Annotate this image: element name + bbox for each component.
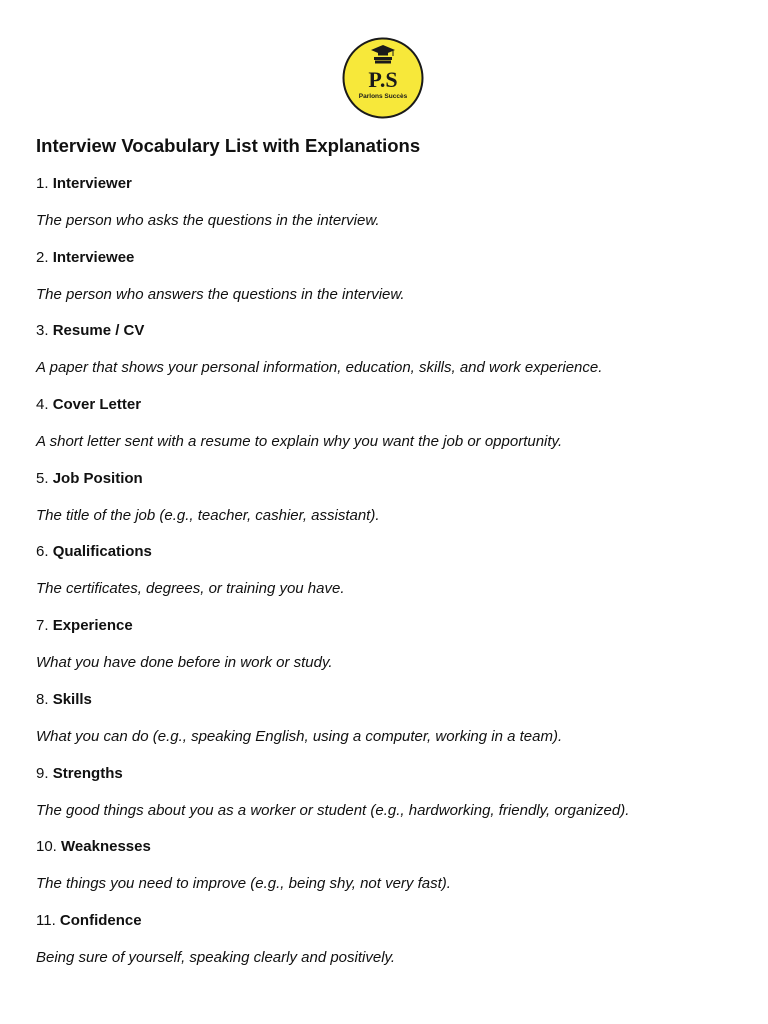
vocab-term-line: [36, 395, 141, 415]
vocab-definition: The good things about you as a worker or student (e.g., hardworking, friendly, organized).: [36, 801, 630, 819]
vocab-term: Strengths: [52, 764, 123, 782]
vocab-number: 6.: [36, 543, 49, 561]
vocab-item: [36, 690, 736, 764]
vocab-number: 8.: [36, 690, 49, 708]
vocab-definition: What you have done before in work or study.: [36, 654, 333, 672]
vocab-item: [36, 469, 736, 543]
vocab-definition: A paper that shows your personal information, education, skills, and work experience.: [36, 359, 603, 377]
logo-tagline: Parlons Succès: [358, 93, 408, 100]
vocab-item: [36, 395, 736, 469]
vocabulary-list: [36, 174, 736, 985]
vocab-term: Interviewee: [52, 248, 135, 266]
vocab-number: 2.: [36, 248, 49, 266]
vocab-term: Cover Letter: [52, 396, 142, 414]
vocab-term-line: [36, 321, 144, 341]
vocab-definition: The title of the job (e.g., teacher, cashier, assistant).: [36, 506, 380, 524]
vocab-number: 1.: [36, 175, 49, 192]
vocab-item: [36, 616, 736, 690]
vocab-number: 10.: [36, 838, 57, 856]
vocab-number: 7.: [36, 617, 49, 635]
vocab-item: [36, 321, 736, 395]
vocab-term: Interviewer: [52, 175, 132, 192]
vocab-term-line: [36, 837, 151, 857]
vocab-item: [36, 764, 736, 838]
vocab-number: 11.: [36, 911, 56, 929]
logo-initials: P.S: [368, 67, 398, 92]
vocab-term: Skills: [52, 690, 92, 708]
vocab-definition: Being sure of yourself, speaking clearly and positively.: [36, 948, 396, 966]
vocab-term-line: [36, 469, 143, 489]
vocab-definition: What you can do (e.g., speaking English, using a computer, working in a team).: [36, 727, 563, 745]
vocab-definition: The things you need to improve (e.g., being shy, not very fast).: [36, 875, 451, 893]
vocab-term-line: [36, 542, 152, 562]
vocab-item: [36, 248, 736, 322]
vocab-number: 9.: [36, 764, 49, 782]
vocab-number: 4.: [36, 396, 49, 414]
vocab-definition: The person who asks the questions in the interview.: [36, 212, 380, 229]
vocab-number: 5.: [36, 469, 49, 487]
vocab-definition: The person who answers the questions in the interview.: [36, 285, 405, 303]
vocab-definition: The certificates, degrees, or training you have.: [36, 580, 345, 598]
vocab-item: [36, 174, 736, 248]
vocab-number: 3.: [36, 322, 49, 340]
vocab-term-line: [36, 911, 142, 931]
vocab-term: Job Position: [52, 469, 143, 487]
parlons-succes-logo: [341, 36, 425, 120]
vocab-definition: A short letter sent with a resume to explain why you want the job or opportunity.: [36, 433, 563, 451]
vocab-term-line: [36, 764, 123, 784]
vocab-term-line: [36, 248, 134, 268]
vocab-item: [36, 911, 736, 985]
vocab-term: Weaknesses: [61, 838, 151, 856]
vocab-term-line: [36, 690, 92, 710]
vocab-term: Confidence: [59, 911, 142, 929]
vocab-item: [36, 542, 736, 616]
vocab-term-line: [36, 174, 132, 194]
vocab-item: [36, 837, 736, 911]
vocab-term: Resume / CV: [52, 322, 145, 340]
page-title: Interview Vocabulary List with Explanations: [36, 135, 421, 156]
vocab-term: Experience: [52, 617, 133, 635]
vocab-term: Qualifications: [52, 543, 152, 561]
vocab-term-line: [36, 616, 133, 636]
